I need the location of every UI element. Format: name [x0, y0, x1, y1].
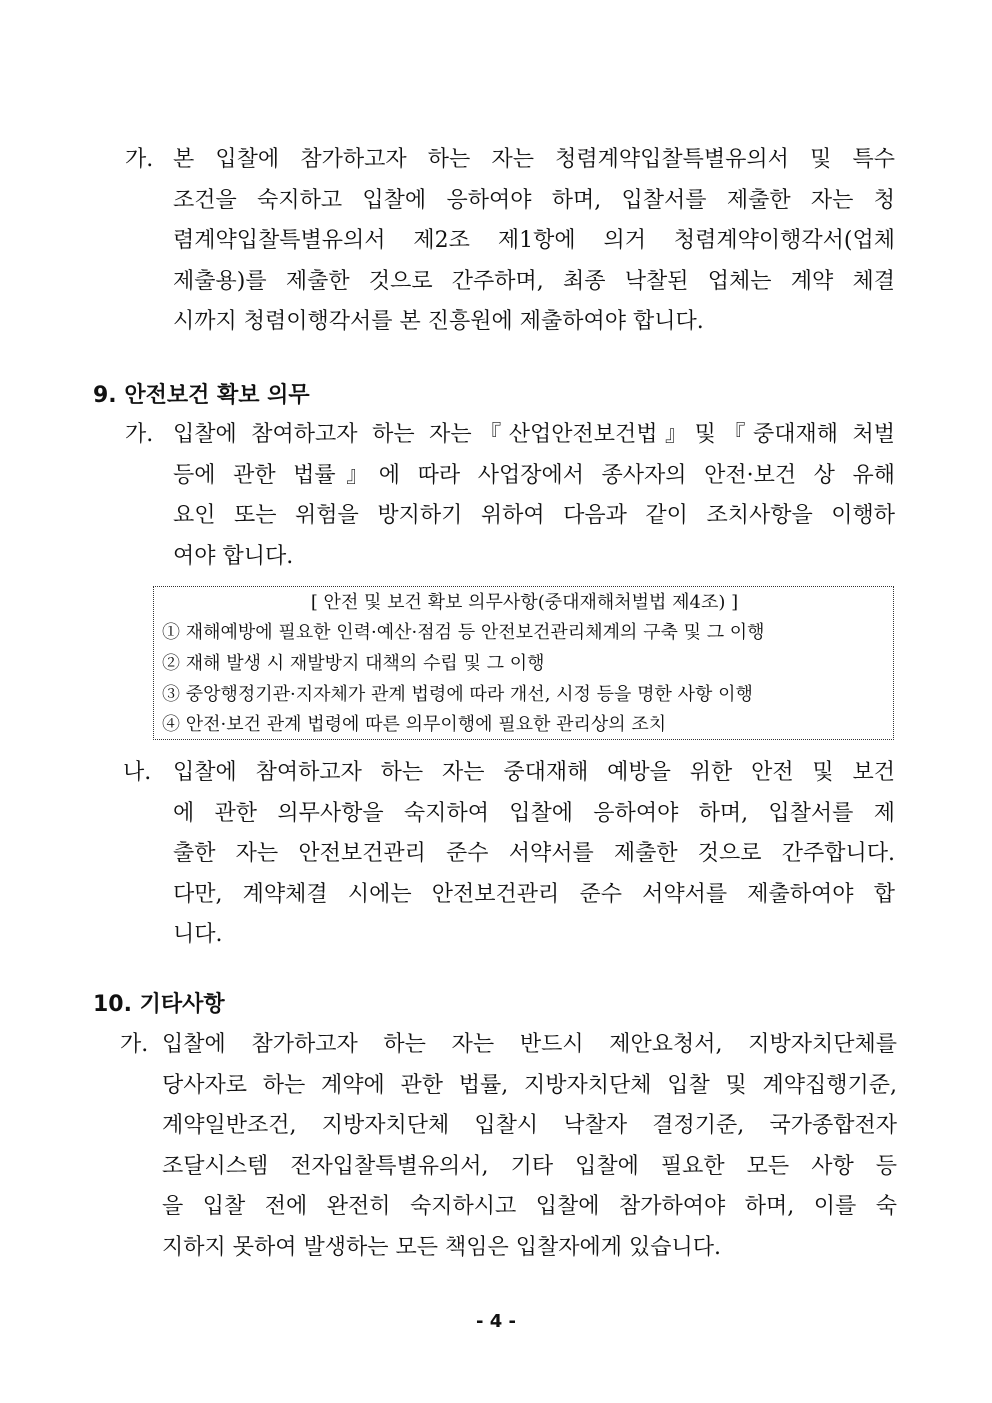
text-line: 본 입찰에 참가하고자 하는 자는 청렴계약입찰특별유의서 및 특수: [173, 147, 895, 172]
notice-title: [ 안전 및 보건 확보 의무사항(중대재해처벌법 제4조) ]: [310, 592, 739, 613]
text-line: 조달시스템 전자입찰특별유의서, 기타 입찰에 필요한 모든 사항 등: [162, 1153, 897, 1179]
notice-row: ② 재해 발생 시 재발방지 대책의 수립 및 그 이행: [162, 653, 545, 674]
text-line: 다만, 계약체결 시에는 안전보건관리 준수 서약서를 제출하여야 합: [173, 881, 895, 907]
notice-row: ① 재해예방에 필요한 인력·예산·점검 등 안전보건관리체계의 구축 및 그 이행: [162, 622, 765, 643]
item-text: [162, 1025, 897, 1268]
text-line: 제출용)를 제출한 것으로 간주하며, 최종 낙찰된 업체는 계약 체결: [173, 268, 895, 294]
text-line: 입찰에 참여하고자 하는 자는『산업안전보건법』및『중대재해 처벌: [173, 422, 895, 447]
text-line: 계약일반조건, 지방자치단체 입찰시 낙찰자 결정기준, 국가종합전자: [162, 1113, 897, 1138]
page-number: - 4 -: [476, 1311, 516, 1332]
section10-heading: 10. 기타사항: [93, 992, 225, 1017]
text-line: 입찰에 참여하고자 하는 자는 중대재해 예방을 위한 안전 및 보건: [173, 760, 895, 785]
text-line: 조건을 숙지하고 입찰에 응하여야 하며, 입찰서를 제출한 자는 청: [173, 187, 895, 213]
text-line: 시까지 청렴이행각서를 본 진흥원에 제출하여야 합니다.: [173, 309, 704, 334]
text-line: 입찰에 참가하고자 하는 자는 반드시 제안요청서, 지방자치단체를: [162, 1032, 897, 1057]
text-line: 여야 합니다.: [173, 543, 294, 569]
item-text: [173, 140, 895, 343]
text-line: 니다.: [173, 922, 223, 947]
section9-heading: 9. 안전보건 확보 의무: [93, 383, 310, 408]
item-label: 나.: [123, 760, 152, 785]
safety-obligations-box: [153, 586, 894, 740]
text-line: 등에 관한 법률』에 따라 사업장에서 종사자의 안전·보건 상 유해: [173, 462, 895, 488]
text-line: 지하지 못하여 발생하는 모든 책임은 입찰자에게 있습니다.: [162, 1234, 722, 1260]
text-line: 당사자로 하는 계약에 관한 법률, 지방자치단체 입찰 및 계약집행기준,: [162, 1072, 897, 1098]
text-line: 렴계약입찰특별유의서 제2조 제1항에 의거 청렴계약이행각서(업체: [173, 228, 895, 253]
notice-row: ③ 중앙행정기관·지자체가 관계 법령에 따라 개선, 시정 등을 명한 사항 이행: [162, 684, 753, 705]
text-line: 출한 자는 안전보건관리 준수 서약서를 제출한 것으로 간주합니다.: [173, 841, 895, 866]
item-text: [173, 415, 895, 577]
item-label: 가.: [125, 422, 154, 447]
text-line: 을 입찰 전에 완전히 숙지하시고 입찰에 참가하여야 하며, 이를 숙: [162, 1194, 897, 1219]
text-line: 요인 또는 위험을 방지하기 위하여 다음과 같이 조치사항을 이행하: [173, 503, 895, 528]
notice-row: ④ 안전·보건 관계 법령에 따른 의무이행에 필요한 관리상의 조치: [162, 714, 667, 735]
item-text: [173, 753, 895, 956]
item-label: 가.: [125, 147, 154, 172]
item-label: 가.: [120, 1032, 149, 1057]
text-line: 에 관한 의무사항을 숙지하여 입찰에 응하여야 하며, 입찰서를 제: [173, 800, 895, 826]
